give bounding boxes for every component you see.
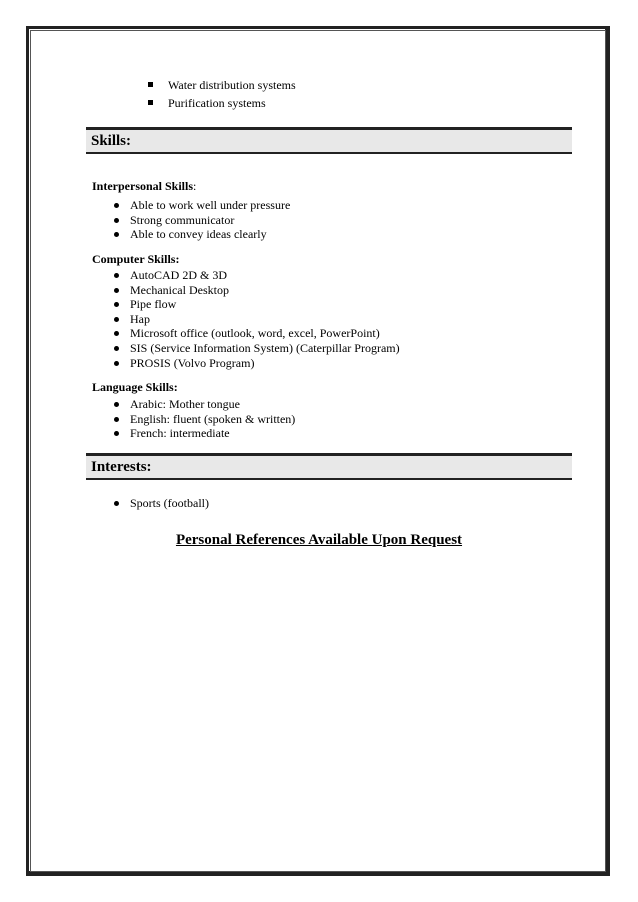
computer-skills-heading: Computer Skills: — [92, 252, 180, 266]
list-item: Microsoft office (outlook, word, excel, PowerPoint) — [112, 326, 400, 341]
list-item: Able to work well under pressure — [112, 198, 290, 213]
list-item: Strong communicator — [112, 213, 290, 228]
list-item: Purification systems — [148, 94, 296, 112]
list-item: French: intermediate — [112, 426, 295, 441]
computer-skills-list — [112, 268, 400, 370]
list-item: Mechanical Desktop — [112, 283, 400, 298]
list-item: English: fluent (spoken & written) — [112, 412, 295, 427]
section-title: Interests: — [91, 459, 152, 475]
top-bullet-list — [148, 76, 296, 112]
list-item: Sports (football) — [112, 496, 209, 511]
list-item: Arabic: Mother tongue — [112, 397, 295, 412]
list-item: Hap — [112, 312, 400, 327]
interpersonal-skills-heading: Interpersonal Skills: — [92, 179, 197, 193]
interests-list — [112, 496, 209, 511]
interpersonal-skills-list — [112, 198, 290, 242]
language-skills-list — [112, 397, 295, 441]
list-item: Pipe flow — [112, 297, 400, 312]
list-item: AutoCAD 2D & 3D — [112, 268, 400, 283]
list-item: PROSIS (Volvo Program) — [112, 356, 400, 371]
list-item: Water distribution systems — [148, 76, 296, 94]
skills-section-header — [86, 127, 572, 154]
list-item: SIS (Service Information System) (Caterpillar Program) — [112, 341, 400, 356]
section-title: Skills: — [91, 133, 132, 149]
page-border-inner — [30, 30, 606, 872]
list-item: Able to convey ideas clearly — [112, 227, 290, 242]
language-skills-heading: Language Skills: — [92, 380, 178, 394]
references-note: Personal References Available Upon Request — [175, 532, 463, 548]
interests-section-header — [86, 453, 572, 480]
